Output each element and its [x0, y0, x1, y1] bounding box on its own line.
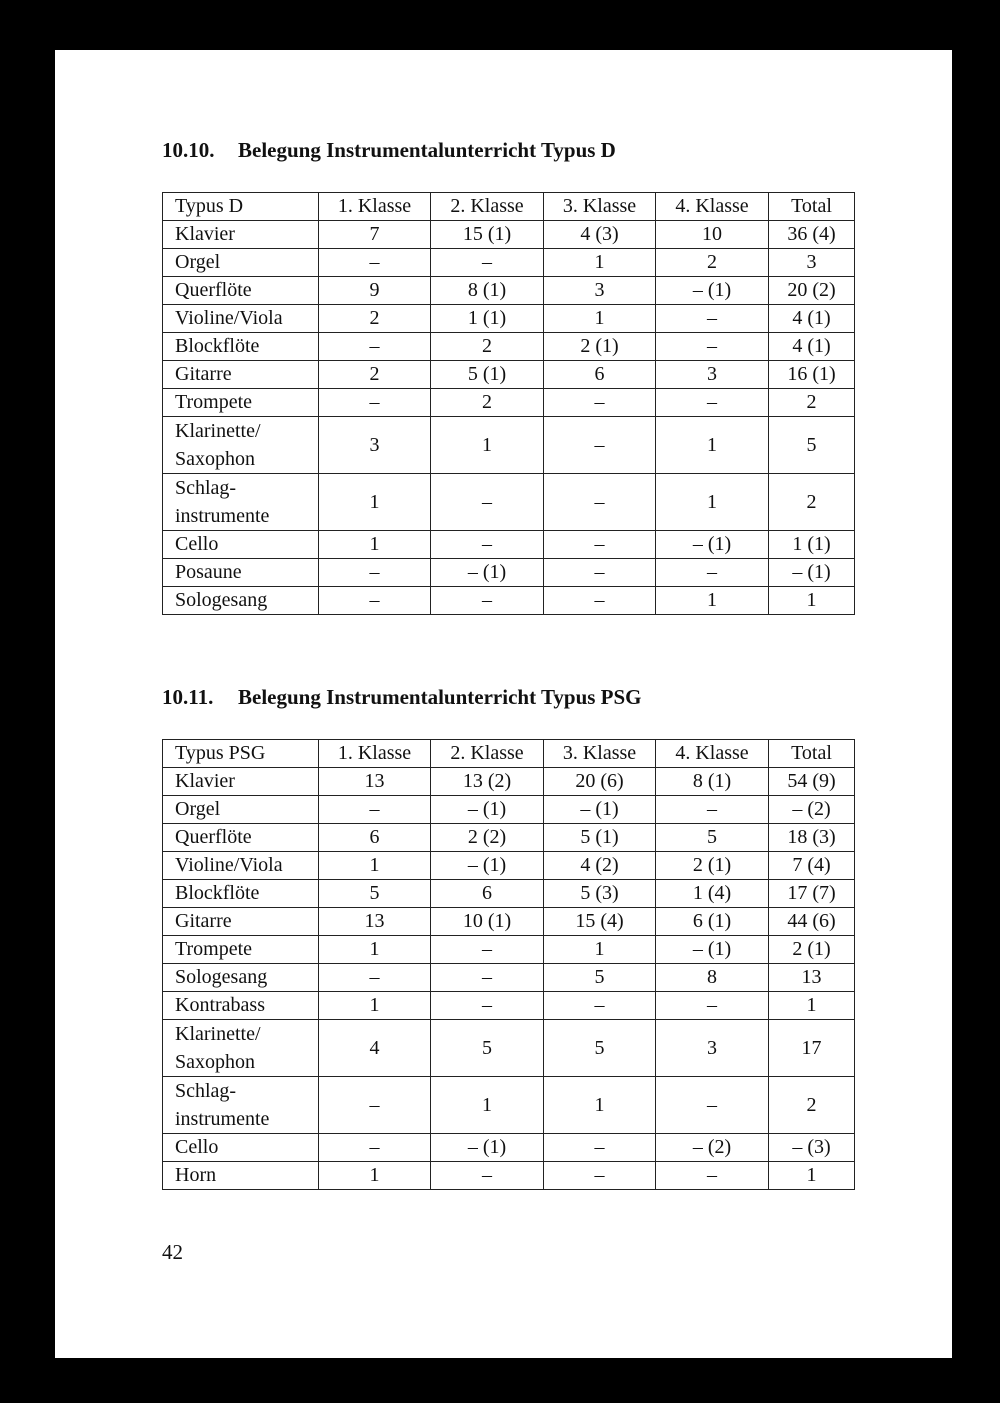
value-cell: – (1)	[431, 559, 544, 587]
table-row	[163, 389, 855, 417]
value-cell: 3	[656, 361, 769, 389]
row-label-cell: Horn	[163, 1162, 319, 1190]
table-row	[163, 417, 855, 474]
value-cell: 15 (4)	[544, 908, 656, 936]
row-label-cell: Schlag- instrumente	[163, 1077, 319, 1134]
row-label-cell: Cello	[163, 1134, 319, 1162]
row-label-cell: Violine/Viola	[163, 852, 319, 880]
value-cell: 5 (1)	[431, 361, 544, 389]
value-cell: 1	[769, 587, 855, 615]
value-cell: 5 (1)	[544, 824, 656, 852]
value-cell: 17	[769, 1020, 855, 1077]
value-cell: 1 (1)	[431, 305, 544, 333]
value-cell: 4 (1)	[769, 305, 855, 333]
value-cell: 2 (1)	[544, 333, 656, 361]
value-cell: 2	[769, 1077, 855, 1134]
value-cell: 44 (6)	[769, 908, 855, 936]
value-cell: –	[656, 1077, 769, 1134]
value-cell: –	[544, 587, 656, 615]
table-row	[163, 1134, 855, 1162]
row-label-cell: Klarinette/ Saxophon	[163, 1020, 319, 1077]
column-header: 2. Klasse	[431, 740, 544, 768]
column-header: Typus PSG	[163, 740, 319, 768]
table-row	[163, 1020, 855, 1077]
section-title: Belegung Instrumentalunterricht Typus D	[238, 138, 616, 162]
value-cell: –	[431, 474, 544, 531]
row-label-cell: Gitarre	[163, 908, 319, 936]
table-row	[163, 249, 855, 277]
column-header: Total	[769, 740, 855, 768]
value-cell: 5 (3)	[544, 880, 656, 908]
row-label-cell: Blockflöte	[163, 880, 319, 908]
value-cell: – (1)	[769, 559, 855, 587]
value-cell: –	[656, 1162, 769, 1190]
value-cell: 1	[656, 587, 769, 615]
table-row	[163, 531, 855, 559]
table-row	[163, 559, 855, 587]
value-cell: 1	[431, 417, 544, 474]
value-cell: 2	[769, 389, 855, 417]
value-cell: 3	[319, 417, 431, 474]
table-row	[163, 880, 855, 908]
row-label-cell: Posaune	[163, 559, 319, 587]
value-cell: – (1)	[656, 531, 769, 559]
value-cell: 2	[319, 361, 431, 389]
section-heading-10-11	[162, 685, 642, 710]
value-cell: –	[544, 531, 656, 559]
section-title: Belegung Instrumentalunterricht Typus PSG	[238, 685, 642, 709]
value-cell: –	[319, 1077, 431, 1134]
value-cell: –	[431, 964, 544, 992]
page-number: 42	[162, 1240, 183, 1264]
row-label-cell: Cello	[163, 531, 319, 559]
value-cell: 8 (1)	[431, 277, 544, 305]
value-cell: – (1)	[656, 936, 769, 964]
row-label-cell: Orgel	[163, 796, 319, 824]
value-cell: – (1)	[544, 796, 656, 824]
value-cell: –	[431, 531, 544, 559]
value-cell: –	[544, 559, 656, 587]
document-page	[55, 50, 952, 1358]
value-cell: 10	[656, 221, 769, 249]
value-cell: –	[319, 587, 431, 615]
column-header: Total	[769, 193, 855, 221]
value-cell: 2	[431, 389, 544, 417]
value-cell: –	[319, 964, 431, 992]
value-cell: 1	[544, 1077, 656, 1134]
column-header: 3. Klasse	[544, 193, 656, 221]
value-cell: – (1)	[431, 852, 544, 880]
value-cell: 54 (9)	[769, 768, 855, 796]
value-cell: 1	[319, 852, 431, 880]
value-cell: –	[656, 992, 769, 1020]
value-cell: 8	[656, 964, 769, 992]
value-cell: 15 (1)	[431, 221, 544, 249]
value-cell: 1	[319, 992, 431, 1020]
table-row	[163, 796, 855, 824]
value-cell: –	[544, 474, 656, 531]
value-cell: 6	[431, 880, 544, 908]
value-cell: –	[656, 796, 769, 824]
value-cell: –	[319, 389, 431, 417]
table-row	[163, 474, 855, 531]
value-cell: 18 (3)	[769, 824, 855, 852]
value-cell: –	[544, 1134, 656, 1162]
value-cell: 6 (1)	[656, 908, 769, 936]
table-header-row	[163, 740, 855, 768]
value-cell: 1	[544, 936, 656, 964]
table-row	[163, 824, 855, 852]
value-cell: 2 (1)	[656, 852, 769, 880]
value-cell: 4 (3)	[544, 221, 656, 249]
table-row	[163, 908, 855, 936]
value-cell: –	[656, 389, 769, 417]
value-cell: 3	[656, 1020, 769, 1077]
row-label-cell: Sologesang	[163, 587, 319, 615]
value-cell: 2 (1)	[769, 936, 855, 964]
value-cell: 20 (2)	[769, 277, 855, 305]
value-cell: 4 (2)	[544, 852, 656, 880]
column-header: 1. Klasse	[319, 740, 431, 768]
section-number: 10.11.	[162, 685, 214, 709]
value-cell: 3	[769, 249, 855, 277]
column-header: 4. Klasse	[656, 740, 769, 768]
column-header: 3. Klasse	[544, 740, 656, 768]
value-cell: – (3)	[769, 1134, 855, 1162]
value-cell: 13	[319, 908, 431, 936]
value-cell: – (2)	[656, 1134, 769, 1162]
value-cell: –	[544, 389, 656, 417]
value-cell: –	[544, 992, 656, 1020]
row-label-cell: Klavier	[163, 768, 319, 796]
row-label-cell: Trompete	[163, 389, 319, 417]
value-cell: 4 (1)	[769, 333, 855, 361]
value-cell: 1	[656, 417, 769, 474]
table-row	[163, 305, 855, 333]
row-label-cell: Trompete	[163, 936, 319, 964]
value-cell: –	[431, 587, 544, 615]
table-row	[163, 277, 855, 305]
value-cell: –	[544, 417, 656, 474]
value-cell: –	[656, 559, 769, 587]
value-cell: 8 (1)	[656, 768, 769, 796]
row-label-cell: Klavier	[163, 221, 319, 249]
value-cell: – (1)	[431, 796, 544, 824]
value-cell: 1	[544, 305, 656, 333]
value-cell: 1	[656, 474, 769, 531]
table-row	[163, 587, 855, 615]
section-number: 10.10.	[162, 138, 215, 162]
value-cell: 17 (7)	[769, 880, 855, 908]
value-cell: 13	[319, 768, 431, 796]
row-label-cell: Blockflöte	[163, 333, 319, 361]
table-row	[163, 768, 855, 796]
value-cell: 1 (4)	[656, 880, 769, 908]
row-label-cell: Querflöte	[163, 277, 319, 305]
value-cell: 1	[769, 992, 855, 1020]
value-cell: –	[319, 333, 431, 361]
value-cell: 2	[319, 305, 431, 333]
value-cell: –	[656, 305, 769, 333]
value-cell: 6	[544, 361, 656, 389]
value-cell: 1	[319, 474, 431, 531]
table-typus-d	[162, 192, 855, 615]
column-header: 4. Klasse	[656, 193, 769, 221]
value-cell: –	[319, 796, 431, 824]
section-heading-10-10	[162, 138, 616, 163]
value-cell: 5	[319, 880, 431, 908]
value-cell: 10 (1)	[431, 908, 544, 936]
value-cell: 1	[319, 1162, 431, 1190]
value-cell: –	[319, 559, 431, 587]
row-label-cell: Gitarre	[163, 361, 319, 389]
value-cell: –	[431, 249, 544, 277]
column-header: Typus D	[163, 193, 319, 221]
row-label-cell: Klarinette/ Saxophon	[163, 417, 319, 474]
value-cell: –	[431, 1162, 544, 1190]
value-cell: –	[431, 992, 544, 1020]
value-cell: – (1)	[656, 277, 769, 305]
row-label-cell: Querflöte	[163, 824, 319, 852]
value-cell: 1	[319, 936, 431, 964]
value-cell: –	[431, 936, 544, 964]
value-cell: 2	[656, 249, 769, 277]
value-cell: – (2)	[769, 796, 855, 824]
value-cell: 7	[319, 221, 431, 249]
value-cell: – (1)	[431, 1134, 544, 1162]
table-row	[163, 936, 855, 964]
table-row	[163, 361, 855, 389]
value-cell: 5	[544, 1020, 656, 1077]
value-cell: 2 (2)	[431, 824, 544, 852]
table-row	[163, 992, 855, 1020]
value-cell: 5	[769, 417, 855, 474]
column-header: 2. Klasse	[431, 193, 544, 221]
value-cell: 6	[319, 824, 431, 852]
value-cell: 5	[544, 964, 656, 992]
value-cell: –	[319, 249, 431, 277]
row-label-cell: Violine/Viola	[163, 305, 319, 333]
value-cell: 4	[319, 1020, 431, 1077]
column-header: 1. Klasse	[319, 193, 431, 221]
value-cell: 9	[319, 277, 431, 305]
table-row	[163, 1162, 855, 1190]
value-cell: –	[319, 1134, 431, 1162]
value-cell: –	[544, 1162, 656, 1190]
row-label-cell: Orgel	[163, 249, 319, 277]
value-cell: 3	[544, 277, 656, 305]
row-label-cell: Kontrabass	[163, 992, 319, 1020]
value-cell: 1	[431, 1077, 544, 1134]
value-cell: 1	[544, 249, 656, 277]
value-cell: 20 (6)	[544, 768, 656, 796]
value-cell: 5	[431, 1020, 544, 1077]
row-label-cell: Sologesang	[163, 964, 319, 992]
value-cell: 7 (4)	[769, 852, 855, 880]
value-cell: 36 (4)	[769, 221, 855, 249]
value-cell: 13	[769, 964, 855, 992]
table-row	[163, 964, 855, 992]
value-cell: 5	[656, 824, 769, 852]
value-cell: 2	[431, 333, 544, 361]
row-label-cell: Schlag- instrumente	[163, 474, 319, 531]
value-cell: 1 (1)	[769, 531, 855, 559]
value-cell: –	[656, 333, 769, 361]
table-row	[163, 1077, 855, 1134]
value-cell: 1	[319, 531, 431, 559]
table-row	[163, 333, 855, 361]
table-header-row	[163, 193, 855, 221]
table-typus-psg	[162, 739, 855, 1190]
table-row	[163, 852, 855, 880]
value-cell: 13 (2)	[431, 768, 544, 796]
table-row	[163, 221, 855, 249]
value-cell: 16 (1)	[769, 361, 855, 389]
value-cell: 2	[769, 474, 855, 531]
value-cell: 1	[769, 1162, 855, 1190]
